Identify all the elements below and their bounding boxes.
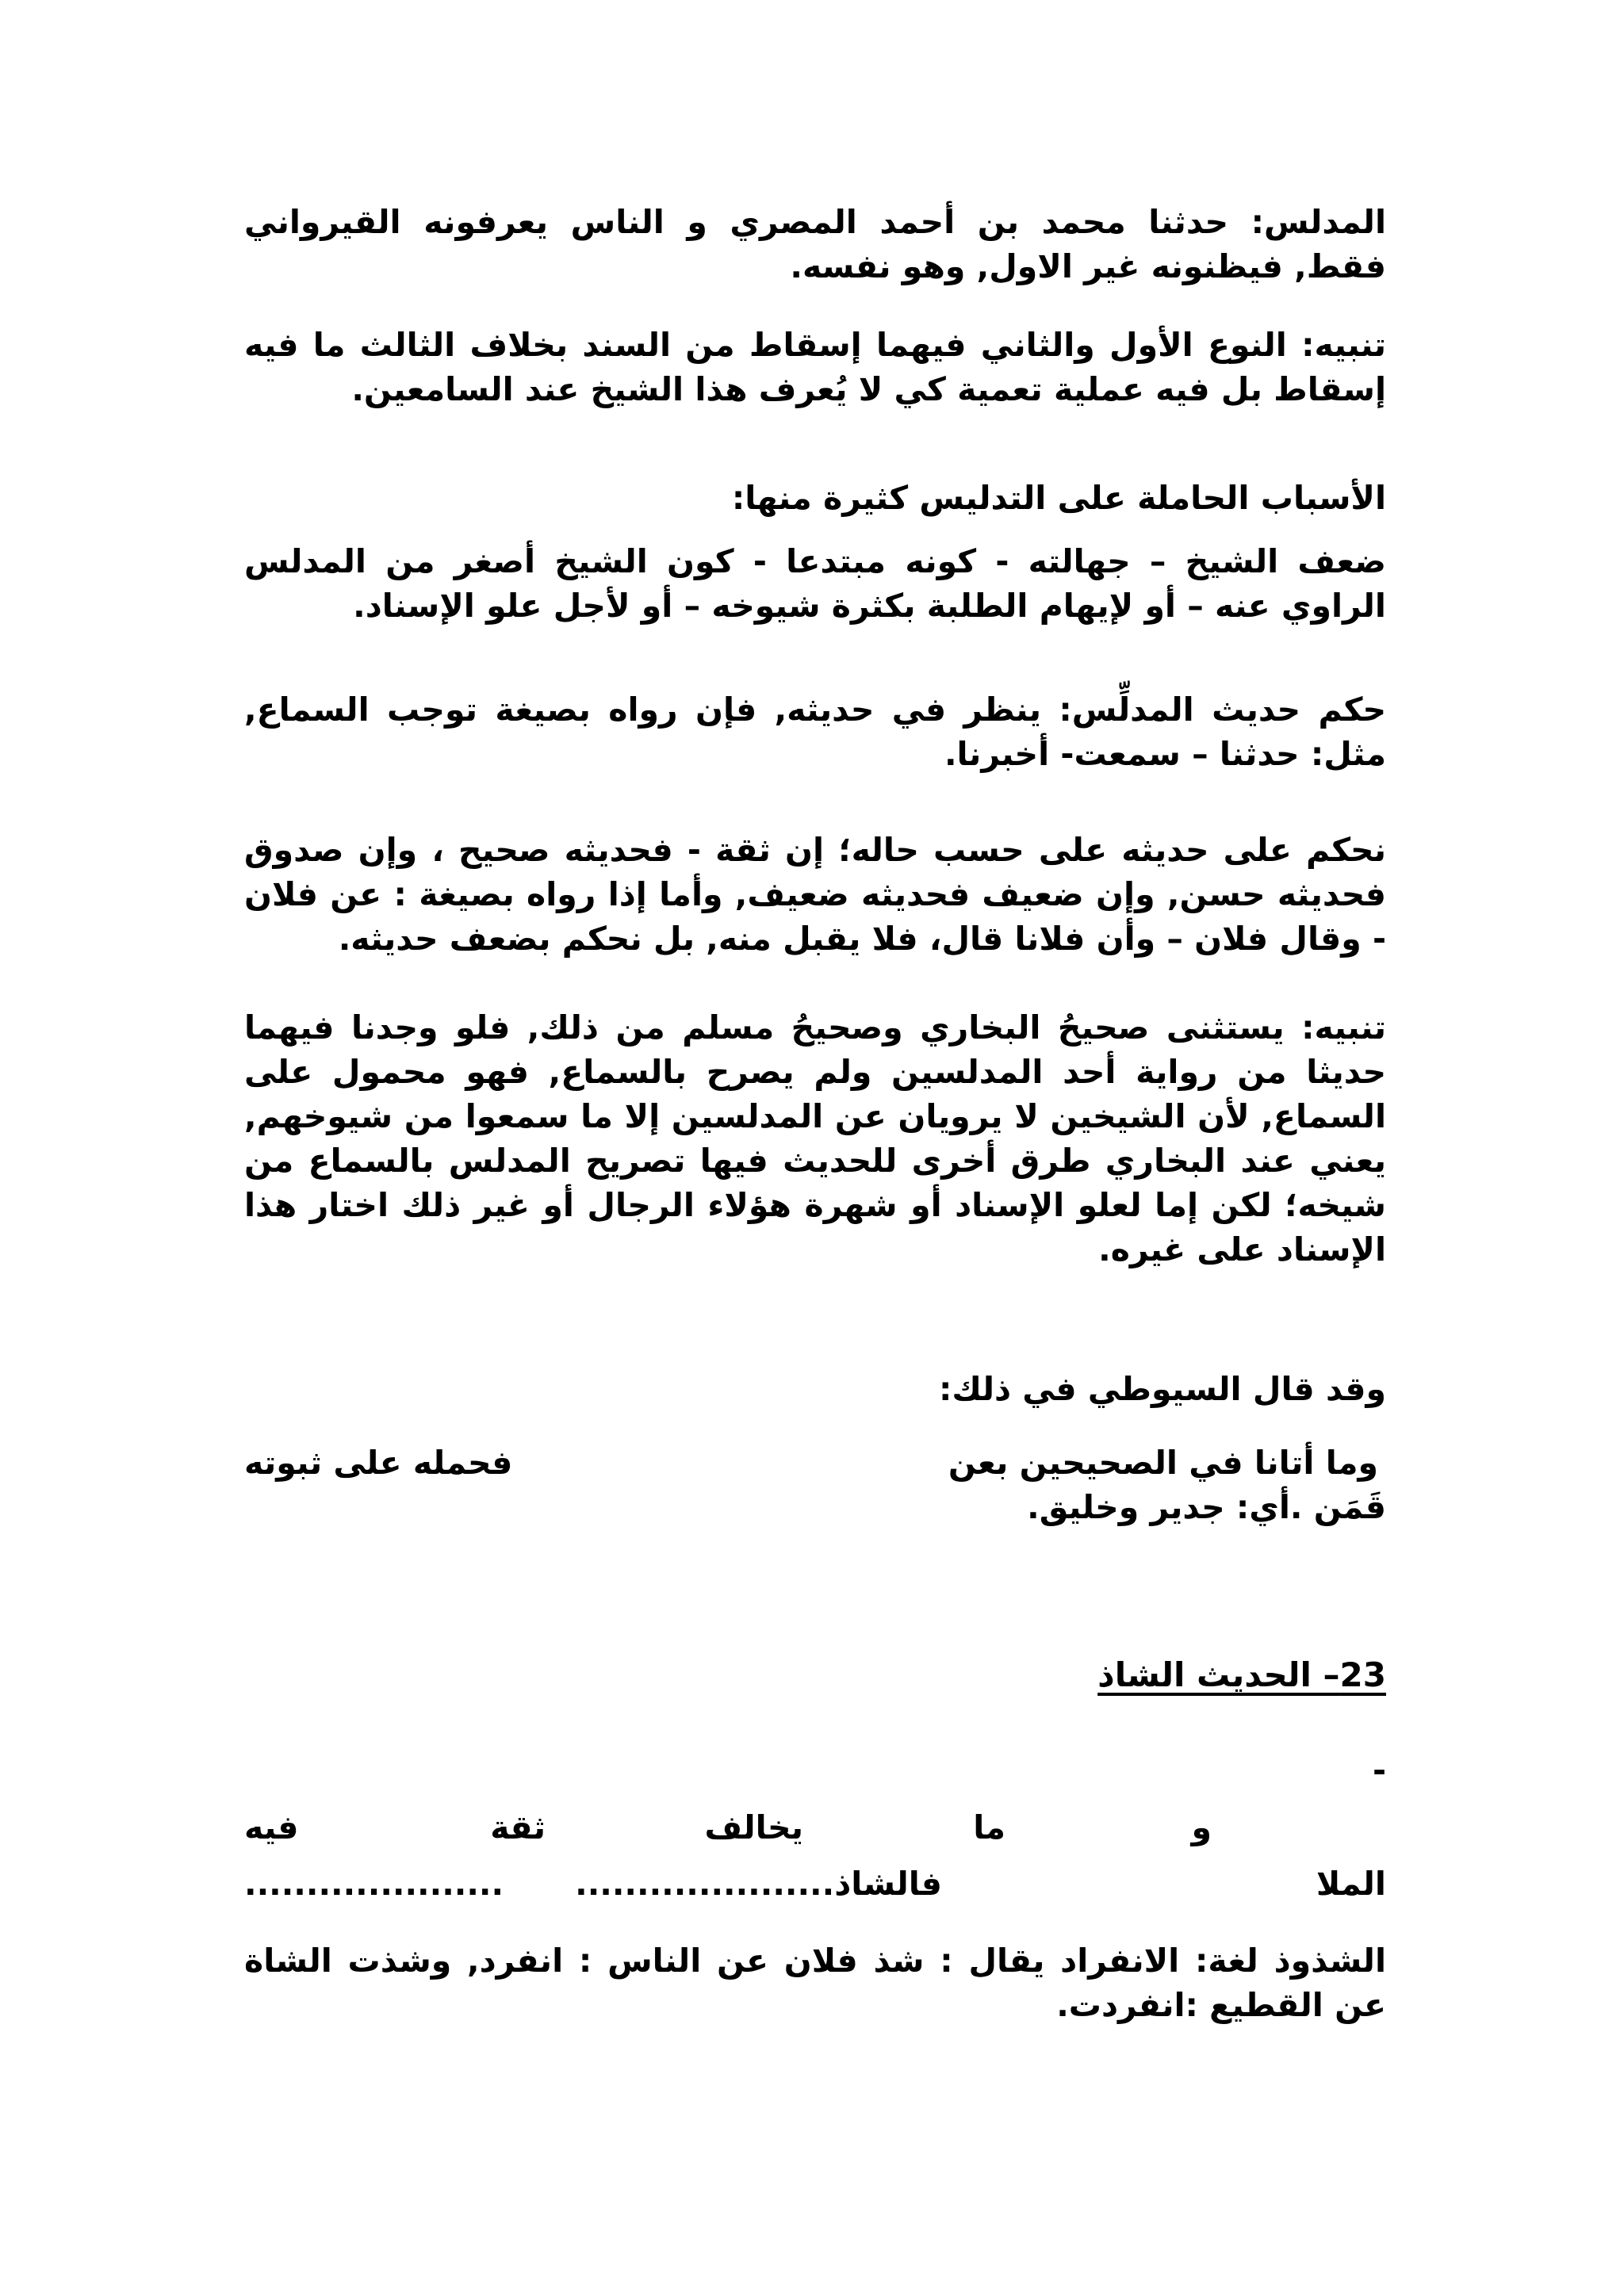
paragraph-reasons-list: ضعف الشيخ – جهالته - كونه مبتدعا - كون الشيخ أصغر من المدلس الراوي عنه – أو لإيهام الطلبة بكثرة شيوخه – أو لأجل علو الإسناد. <box>244 542 1386 625</box>
paragraph-reasons-heading: الأسباب الحاملة على التدليس كثيرة منها: <box>731 479 1386 517</box>
spread-word: ما <box>973 1808 1005 1846</box>
spread-line-2 <box>244 1862 1386 1906</box>
verse-line <box>244 1441 1386 1485</box>
verse-first-hemistich: وما أتانا في الصحيحين بعن <box>948 1444 1378 1482</box>
spread-word: فالشاذ..................... <box>575 1865 942 1903</box>
spread-word: ثقة <box>490 1808 546 1846</box>
spread-word: فيه <box>244 1808 299 1846</box>
dash-mark: - <box>1372 1751 1386 1789</box>
paragraph-shudhudh-definition: الشذوذ لغة: الانفراد يقال : شذ فلان عن الناس : انفرد, وشذت الشاة عن القطيع :انفردت. <box>244 1942 1386 2024</box>
verse-second-hemistich: فحمله على ثبوته <box>244 1444 513 1482</box>
spread-word: يخالف <box>704 1808 803 1846</box>
spread-word: و <box>1191 1808 1212 1846</box>
paragraph-ruling: حكم حديث المدلِّس: ينظر في حديثه, فإن رواه بصيغة توجب السماع, مثل: حدثنا – سمعت- أخبرنا. <box>244 691 1386 773</box>
verse-line-continuation: قَمَن .أي: جدير وخليق. <box>1027 1488 1386 1526</box>
paragraph-note-sahihain: تنبيه: يستثنى صحيحُ البخاري وصحيحُ مسلم من ذلك, فلو وجدنا فيهما حديثا من رواية أحد المدلسين ولم يصرح بالسماع, فهو محمول على السماع, لأن الشيخين لا يرويان عن المدلسين إلا ما سمعوا من شيوخهم, يعني عند البخاري طرق أخرى للحديث فيها تصريح المدلس بالسماع من شيخه؛ لكن إما لعلو الإسناد أو شهرة هؤلاء الرجال أو غير ذلك اختار هذا الإسناد على غيره. <box>244 1008 1386 1269</box>
section-heading: 23– الحديث الشاذ <box>1097 1655 1386 1694</box>
spread-word: الملا <box>1316 1865 1386 1903</box>
paragraph-ruling-detail: نحكم على حديثه على حسب حاله؛ إن ثقة - فحديثه صحيح ، وإن صدوق فحديثه حسن, وإن ضعيف فحديثه ضعيف, وأما إذا رواه بصيغة : عن فلان - وقال فلان – وأن فلانا قال، فلا يقبل منه, بل نحكم بضعف حديثه. <box>244 831 1386 958</box>
spread-line-1 <box>244 1805 1386 1850</box>
paragraph-suyuti-intro: وقد قال السيوطي في ذلك: <box>939 1370 1386 1408</box>
paragraph-mudallis-example: المدلس: حدثنا محمد بن أحمد المصري و الناس يعرفونه القيرواني فقط, فيظنونه غير الاول, وهو نفسه. <box>244 203 1386 285</box>
spread-dots: ..................... <box>244 1865 504 1903</box>
paragraph-note-types: تنبيه: النوع الأول والثاني فيهما إسقاط من السند بخلاف الثالث ما فيه إسقاط بل فيه عملية تعمية كي لا يُعرف هذا الشيخ عند السامعين. <box>244 326 1386 408</box>
